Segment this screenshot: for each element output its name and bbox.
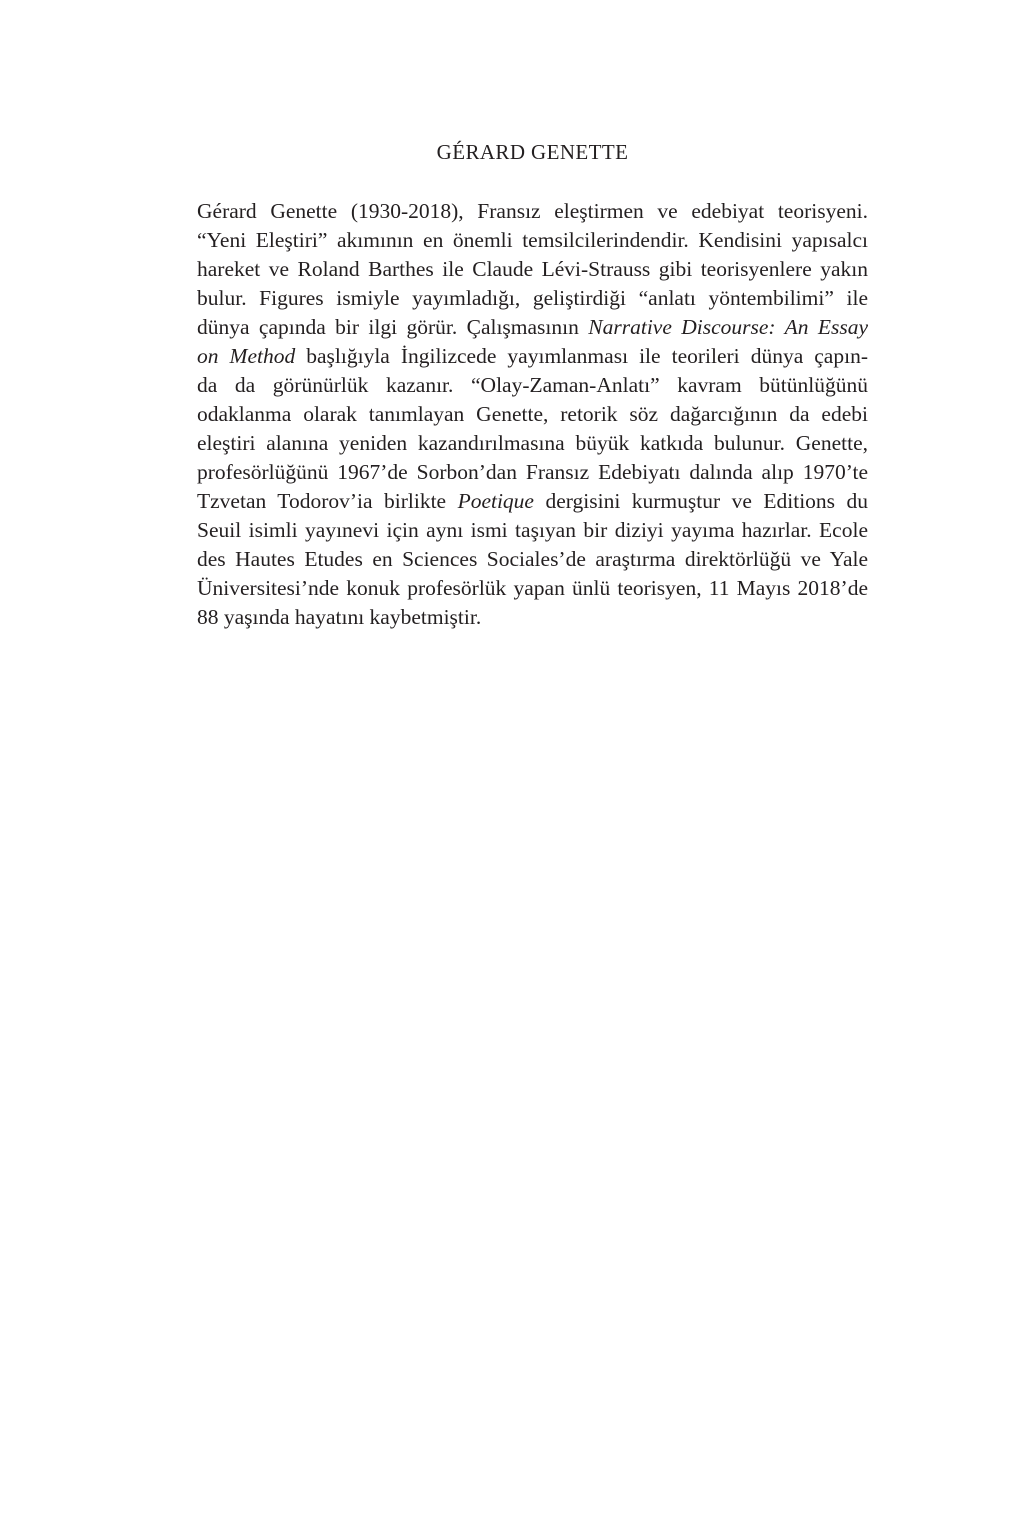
biography-line: on Method başlığıyla İngilizcede yayımlanması ile teorileri dünya çapın- [197, 344, 868, 368]
journal-title-italic: Poetique [457, 489, 534, 513]
biography-line: hareket ve Roland Barthes ile Claude Lévi-Strauss gibi teorisyenlere yakın [197, 257, 868, 281]
biography-line: profesörlüğünü 1967’de Sorbon’dan Fransız Edebiyatı dalında alıp 1970’te [197, 460, 868, 484]
book-title-italic: Narrative Discourse: An Essay [588, 315, 869, 339]
biography-line: “Yeni Eleştiri” akımının en önemli temsilcilerindendir. Kendisini yapısalcı [197, 228, 868, 252]
author-heading: GÉRARD GENETTE [436, 140, 629, 164]
biography-line: 88 yaşında hayatını kaybetmiştir. [197, 605, 482, 629]
biography-line: da da görünürlük kazanır. “Olay-Zaman-Anlatı” kavram bütünlüğünü [197, 373, 868, 397]
biography-line: Tzvetan Todorov’ia birlikte Poetique dergisini kurmuştur ve Editions du [197, 489, 868, 513]
biography-line: des Hautes Etudes en Sciences Sociales’de araştırma direktörlüğü ve Yale [197, 547, 868, 571]
biography-line: eleştiri alanına yeniden kazandırılmasına büyük katkıda bulunur. Genette, [197, 431, 868, 455]
biography-line: Gérard Genette (1930-2018), Fransız eleştirmen ve edebiyat teorisyeni. [197, 199, 868, 223]
book-title-italic: on Method [197, 344, 296, 368]
biography-line: odaklanma olarak tanımlayan Genette, retorik söz dağarcığının da edebi [197, 402, 868, 426]
biography-line: dünya çapında bir ilgi görür. Çalışmasının Narrative Discourse: An Essay [197, 315, 869, 339]
biography-line: bulur. Figures ismiyle yayımladığı, geliştirdiği “anlatı yöntembilimi” ile [197, 286, 868, 310]
biography-line: Üniversitesi’nde konuk profesörlük yapan ünlü teorisyen, 11 Mayıs 2018’de [197, 576, 868, 600]
author-biography [197, 197, 868, 632]
biography-line: Seuil isimli yayınevi için aynı ismi taşıyan bir diziyi yayıma hazırlar. Ecole [197, 518, 868, 542]
